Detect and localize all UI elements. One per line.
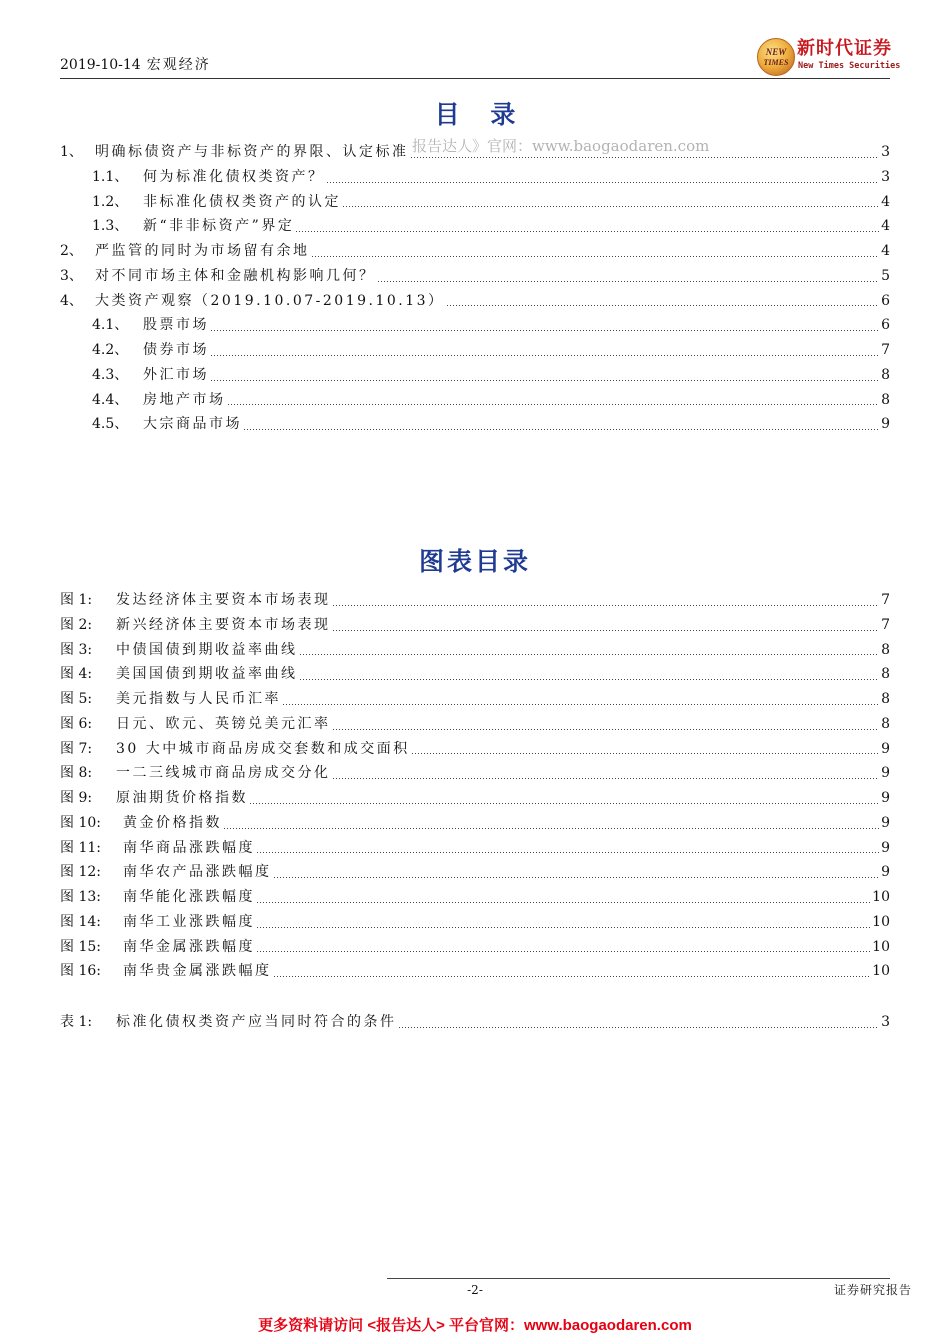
toc-entry-page: 4 <box>881 193 890 210</box>
figure-entry[interactable] <box>60 687 890 712</box>
toc-entry-number: 2、 <box>60 243 83 259</box>
dot-leader <box>228 404 880 405</box>
toc-entry-title: 外汇市场 <box>143 366 209 383</box>
toc-entry-page: 4 <box>881 243 890 259</box>
watermark: 报告达人》官网：www.baogaodaren.com <box>412 137 710 155</box>
dot-leader <box>283 704 879 705</box>
dot-leader <box>378 281 880 282</box>
figure-title: 南华金属涨跌幅度 <box>123 938 255 955</box>
figure-label: 图 9: <box>60 790 93 806</box>
logo-name-cn: 新时代证券 <box>797 38 892 59</box>
figure-label: 图 15: <box>60 938 101 955</box>
figure-label: 图 4: <box>60 666 93 683</box>
dot-leader <box>257 927 870 928</box>
dot-leader <box>333 778 880 779</box>
figure-list <box>60 588 890 984</box>
figure-title: 新兴经济体主要资本市场表现 <box>116 616 331 633</box>
figure-label: 图 3: <box>60 641 93 658</box>
toc-entry[interactable] <box>60 289 890 314</box>
toc-entry-title: 新“非非标资产”界定 <box>143 218 295 235</box>
dot-leader <box>211 330 879 331</box>
toc-entry[interactable] <box>60 264 890 289</box>
figure-title: 南华贵金属涨跌幅度 <box>123 963 272 980</box>
toc-entry-title: 债券市场 <box>143 342 209 358</box>
toc-entry-page: 9 <box>881 416 890 433</box>
dot-leader <box>333 605 880 606</box>
toc-entry-number: 4.2、 <box>92 342 129 358</box>
figure-entry[interactable] <box>60 761 890 786</box>
logo-name-en: New Times Securities <box>798 61 901 71</box>
toc-entry-number: 1.2、 <box>92 193 129 210</box>
dot-leader <box>312 256 880 257</box>
figure-label: 图 13: <box>60 889 101 905</box>
figure-page: 9 <box>881 864 890 881</box>
figure-page: 10 <box>872 889 890 905</box>
dot-leader <box>211 380 879 381</box>
page-number: -2- <box>467 1283 483 1297</box>
figure-label: 图 8: <box>60 765 93 782</box>
toc-entry-title: 大类资产观察（2019.10.07-2019.10.13） <box>95 292 445 309</box>
dot-leader <box>257 852 879 853</box>
dot-leader <box>224 828 879 829</box>
toc-subentry[interactable] <box>60 165 890 190</box>
dot-leader <box>447 305 880 306</box>
dot-leader <box>274 877 880 878</box>
figure-entry[interactable] <box>60 959 890 984</box>
figure-page: 10 <box>872 913 890 930</box>
toc-subentry[interactable] <box>60 363 890 388</box>
figure-title: 日元、欧元、英镑兑美元汇率 <box>116 715 331 732</box>
toc-entry-page: 8 <box>881 391 890 408</box>
toc-entry-number: 4.5、 <box>92 416 129 433</box>
toc-subentry[interactable] <box>60 313 890 338</box>
figure-label: 图 6: <box>60 715 93 732</box>
figure-title: 发达经济体主要资本市场表现 <box>116 592 331 608</box>
figure-entry[interactable] <box>60 860 890 885</box>
header-divider <box>60 78 890 79</box>
toc-entry-page: 7 <box>881 342 890 358</box>
dot-leader <box>412 753 879 754</box>
figure-label: 图 12: <box>60 864 101 881</box>
figure-title: 美元指数与人民币汇率 <box>116 691 281 707</box>
figure-title: 原油期货价格指数 <box>116 790 248 806</box>
dot-leader <box>343 206 879 207</box>
dot-leader <box>257 902 870 903</box>
dot-leader <box>274 976 871 977</box>
figure-label: 图 2: <box>60 616 93 633</box>
report-category: 宏观经济 <box>146 57 211 73</box>
figure-page: 7 <box>881 592 890 608</box>
figure-label: 图 11: <box>60 839 101 856</box>
dot-leader <box>333 630 880 631</box>
table-title: 标准化债权类资产应当同时符合的条件 <box>116 1014 397 1030</box>
figure-page: 10 <box>872 963 890 980</box>
figure-label: 图 16: <box>60 963 101 980</box>
toc-subentry[interactable] <box>60 412 890 437</box>
table-entry[interactable] <box>60 1010 890 1035</box>
toc-entry-number: 3、 <box>60 267 83 284</box>
toc-entry-page: 4 <box>881 218 890 235</box>
figure-entry[interactable] <box>60 712 890 737</box>
report-type-label: 证券研究报告 <box>834 1283 913 1297</box>
logo-mark-top: NEW <box>765 47 787 57</box>
promo-banner: 更多资料请访问 <报告达人> 平台官网：www.baogaodaren.com <box>258 1317 692 1334</box>
toc-entry-title: 房地产市场 <box>143 391 226 408</box>
toc-title: 目 录 <box>434 100 516 129</box>
toc-subentry[interactable] <box>60 190 890 215</box>
toc-entry-page: 6 <box>881 292 890 309</box>
report-date: 2019-10-14 <box>60 57 141 73</box>
figure-page: 9 <box>881 740 890 757</box>
figure-title: 南华能化涨跌幅度 <box>123 889 255 905</box>
toc-entry-number: 4.1、 <box>92 317 129 334</box>
toc-entry-title: 何为标准化债权类资产？ <box>143 168 325 185</box>
toc-entry-page: 5 <box>881 267 890 284</box>
toc-entry-title: 大宗商品市场 <box>143 416 242 433</box>
figure-page: 9 <box>881 839 890 856</box>
figure-entry[interactable] <box>60 910 890 935</box>
toc-entry[interactable] <box>60 239 890 264</box>
figure-title: 中债国债到期收益率曲线 <box>116 641 298 658</box>
toc-entry-page: 3 <box>881 168 890 185</box>
toc-entry-number: 4.3、 <box>92 366 129 383</box>
dot-leader <box>296 231 879 232</box>
toc-entry-title: 严监管的同时为市场留有余地 <box>95 243 310 259</box>
chart-index-title: 图表目录 <box>418 547 531 576</box>
footer-divider <box>387 1278 890 1279</box>
figure-title: 美国国债到期收益率曲线 <box>116 666 298 683</box>
toc-subentry[interactable] <box>60 388 890 413</box>
figure-title: 黄金价格指数 <box>123 814 222 831</box>
dot-leader <box>244 429 879 430</box>
toc-entry-number: 1.3、 <box>92 218 129 235</box>
figure-entry[interactable] <box>60 638 890 663</box>
figure-label: 图 14: <box>60 913 101 930</box>
figure-label: 图 1: <box>60 592 93 608</box>
dot-leader <box>333 729 880 730</box>
toc-entry-page: 8 <box>881 366 890 383</box>
figure-title: 一二三线城市商品房成交分化 <box>116 765 331 782</box>
toc-entry-page: 3 <box>881 144 890 160</box>
logo-mark-bottom: TIMES <box>763 58 789 67</box>
figure-page: 8 <box>881 666 890 683</box>
dot-leader <box>327 182 880 183</box>
figure-entry[interactable] <box>60 935 890 960</box>
table-label: 表 1: <box>60 1014 93 1030</box>
figure-entry[interactable] <box>60 662 890 687</box>
figure-entry[interactable] <box>60 885 890 910</box>
toc-entry-number: 4.4、 <box>92 391 129 408</box>
toc-entry-title: 明确标债资产与非标资产的界限、认定标准 <box>95 144 409 160</box>
figure-page: 8 <box>881 715 890 732</box>
figure-entry[interactable] <box>60 786 890 811</box>
figure-label: 图 7: <box>60 740 93 757</box>
figure-page: 9 <box>881 765 890 782</box>
dot-leader <box>211 355 879 356</box>
dot-leader <box>250 803 879 804</box>
toc-entry-page: 6 <box>881 317 890 334</box>
figure-entry[interactable] <box>60 613 890 638</box>
toc-subentry[interactable] <box>60 338 890 363</box>
header-meta <box>60 55 211 75</box>
figure-title: 南华工业涨跌幅度 <box>123 913 255 930</box>
table-list <box>60 1010 890 1035</box>
dot-leader <box>411 157 880 158</box>
dot-leader <box>300 654 880 655</box>
dot-leader <box>399 1027 880 1028</box>
figure-entry[interactable] <box>60 737 890 762</box>
toc-entry-number: 1、 <box>60 144 83 160</box>
figure-label: 图 5: <box>60 691 93 707</box>
figure-page: 10 <box>872 938 890 955</box>
figure-title: 南华商品涨跌幅度 <box>123 839 255 856</box>
toc-entry-number: 1.1、 <box>92 168 129 185</box>
figure-entry[interactable] <box>60 836 890 861</box>
figure-entry[interactable] <box>60 811 890 836</box>
figure-entry[interactable] <box>60 588 890 613</box>
toc-entry-title: 股票市场 <box>143 317 209 334</box>
toc-list <box>60 140 890 437</box>
figure-page: 8 <box>881 691 890 707</box>
figure-label: 图 10: <box>60 814 101 831</box>
table-page: 3 <box>881 1014 890 1030</box>
figure-title: 南华农产品涨跌幅度 <box>123 864 272 881</box>
dot-leader <box>300 679 880 680</box>
toc-entry-title: 非标准化债权类资产的认定 <box>143 193 341 210</box>
figure-page: 7 <box>881 616 890 633</box>
new-times-logo-icon <box>756 37 796 77</box>
toc-subentry[interactable] <box>60 214 890 239</box>
dot-leader <box>257 951 870 952</box>
figure-page: 9 <box>881 790 890 806</box>
toc-entry-title: 对不同市场主体和金融机构影响几何？ <box>95 267 376 284</box>
figure-title: 30 大中城市商品房成交套数和成交面积 <box>116 740 410 757</box>
figure-page: 9 <box>881 814 890 831</box>
toc-entry-number: 4、 <box>60 292 83 309</box>
figure-page: 8 <box>881 641 890 658</box>
